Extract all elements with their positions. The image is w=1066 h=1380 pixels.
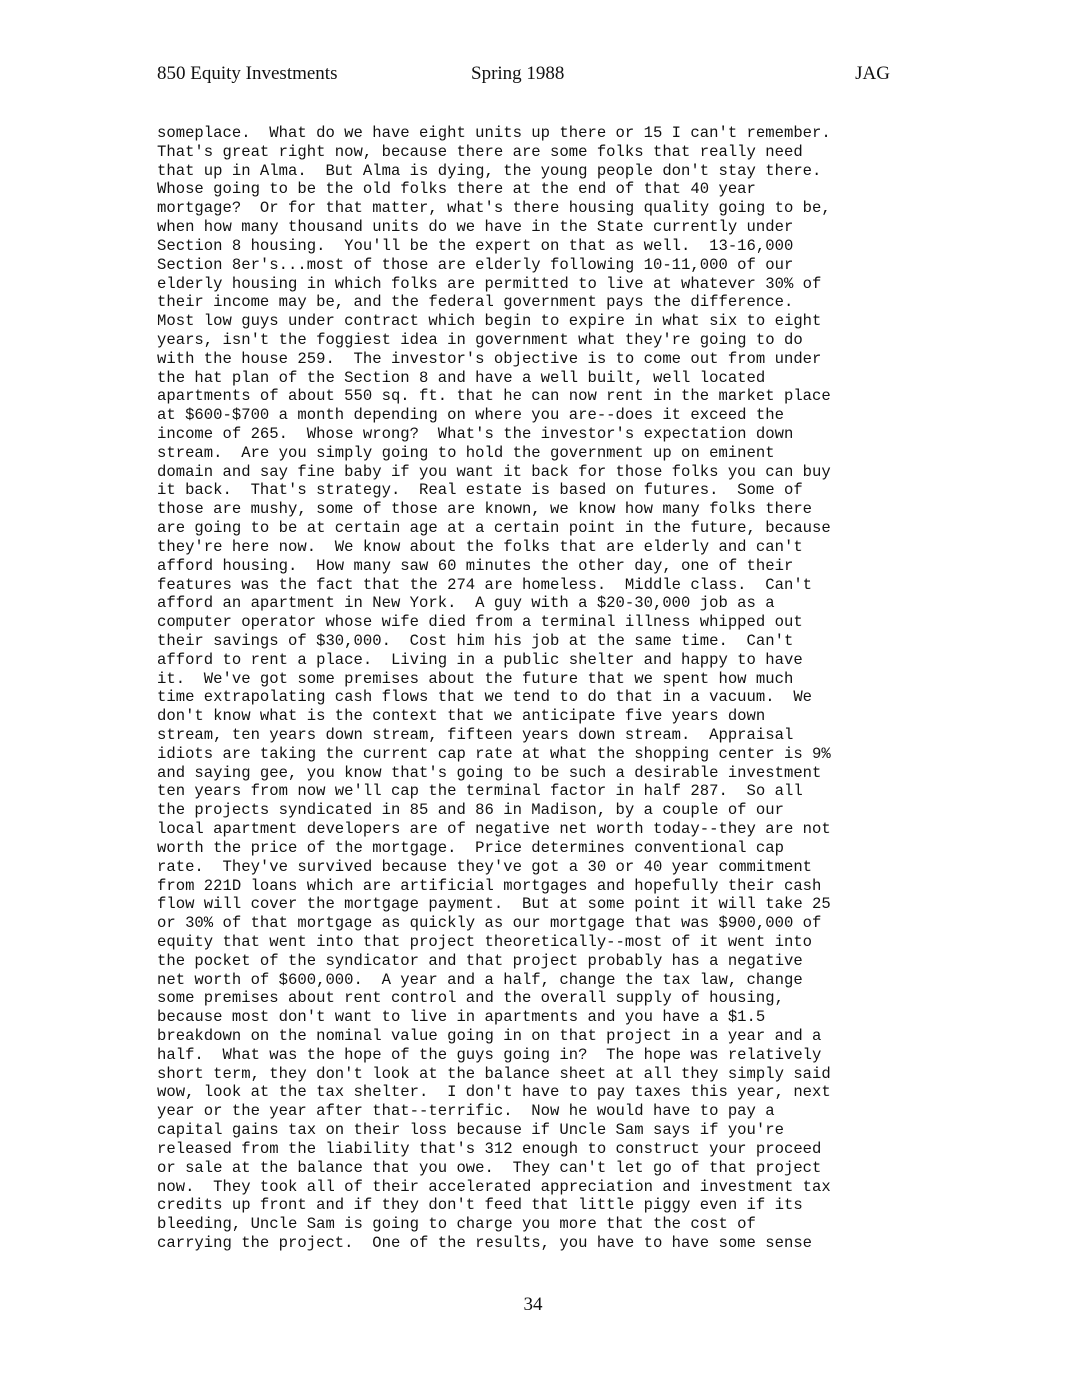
text-line: apartments of about 550 sq. ft. that he can now rent in the market place xyxy=(157,387,831,406)
text-line: it. We've got some premises about the future that we spent how much xyxy=(157,669,794,688)
text-line: stream, ten years down stream, fifteen years down stream. Appraisal xyxy=(157,726,794,744)
text-line: Section 8er's...most of those are elderly following 10-11,000 of our xyxy=(157,255,794,274)
text-line: Most low guys under contract which begin to expire in what six to eight xyxy=(157,312,822,331)
text-line: afford to rent a place. Living in a public shelter and happy to have xyxy=(157,650,803,669)
text-line: that up in Alma. But Alma is dying, the young people don't stay there. xyxy=(157,161,822,180)
text-line: released from the liability that's 312 enough to construct your proceed xyxy=(157,1139,822,1158)
text-line: credits up front and if they don't feed that little piggy even if its xyxy=(157,1196,803,1215)
text-line: wow, look at the tax shelter. I don't have to pay taxes this year, next xyxy=(157,1083,831,1102)
text-line: net worth of $600,000. A year and a half, change the tax law, change xyxy=(157,970,803,989)
header-course-title: 850 Equity Investments xyxy=(157,63,338,84)
text-line: capital gains tax on their loss because if Uncle Sam says if you're xyxy=(157,1121,784,1140)
text-line: or 30% of that mortgage as quickly as our mortgage that was $900,000 of xyxy=(157,914,822,933)
text-line: worth the price of the mortgage. Price determines conventional cap xyxy=(157,838,784,857)
text-line: are going to be at certain age at a certain point in the future, because xyxy=(157,519,831,538)
text-line: year or the year after that--terrific. Now he would have to pay a xyxy=(157,1102,775,1121)
text-line: idiots are taking the current cap rate at what the shopping center is 9% xyxy=(157,744,831,763)
text-line: afford housing. How many saw 60 minutes the other day, one of their xyxy=(157,556,794,575)
text-line: That's great right now, because there are some folks that really need xyxy=(157,142,803,161)
text-line: income of 265. Whose wrong? What's the investor's expectation down xyxy=(157,425,794,443)
text-line: features was the fact that the 274 are homeless. Middle class. Can't xyxy=(157,575,813,594)
text-line: local apartment developers are of negative net worth today--they are not xyxy=(157,820,831,839)
text-line: someplace. What do we have eight units up there or 15 I can't remember. xyxy=(157,124,831,142)
text-line: afford an apartment in New York. A guy with a $20-30,000 job as a xyxy=(157,594,775,613)
text-line: rate. They've survived because they've got a 30 or 40 year commitment xyxy=(157,857,813,876)
text-line: their income may be, and the federal government pays the difference. xyxy=(157,293,794,312)
text-line: time extrapolating cash flows that we tend to do that in a vacuum. We xyxy=(157,688,813,707)
text-line: half. What was the hope of the guys going in? The hope was relatively xyxy=(157,1045,822,1064)
header-term: Spring 1988 xyxy=(471,63,565,84)
text-line: don't know what is the context that we anticipate five years down xyxy=(157,707,766,726)
text-line: breakdown on the nominal value going in on that project in a year and a xyxy=(157,1027,822,1045)
text-line: when how many thousand units do we have in the State currently under xyxy=(157,218,794,237)
text-line: now. They took all of their accelerated appreciation and investment tax xyxy=(157,1177,831,1196)
page-header xyxy=(0,63,1066,91)
text-line: domain and say fine baby if you want it back for those folks you can buy xyxy=(157,462,831,481)
text-line: they're here now. We know about the folks that are elderly and can't xyxy=(157,537,803,556)
text-line: bleeding, Uncle Sam is going to charge you more that the cost of xyxy=(157,1215,756,1234)
text-line: it back. That's strategy. Real estate is based on futures. Some of xyxy=(157,481,803,500)
text-line: or sale at the balance that you owe. They can't let go of that project xyxy=(157,1158,822,1177)
text-line: some premises about rent control and the overall supply of housing, xyxy=(157,989,784,1008)
text-line: from 221D loans which are artificial mortgages and hopefully their cash xyxy=(157,876,822,895)
header-initials: JAG xyxy=(855,63,890,84)
text-line: elderly housing in which folks are permitted to live at whatever 30% of xyxy=(157,274,822,293)
text-line: carrying the project. One of the results, you have to have some sense xyxy=(157,1233,813,1252)
text-line: the projects syndicated in 85 and 86 in Madison, by a couple of our xyxy=(157,801,784,820)
text-line: stream. Are you simply going to hold the government up on eminent xyxy=(157,443,775,462)
text-line: the pocket of the syndicator and that project probably has a negative xyxy=(157,951,803,970)
text-line: the hat plan of the Section 8 and have a well built, well located xyxy=(157,368,766,387)
text-line: Whose going to be the old folks there at the end of that 40 year xyxy=(157,180,756,199)
text-line: years, isn't the foggiest idea in government what they're going to do xyxy=(157,330,803,349)
text-line: equity that went into that project theoretically--most of it went into xyxy=(157,932,813,951)
text-line: short term, they don't look at the balance sheet at all they simply said xyxy=(157,1064,831,1083)
text-line: those are mushy, some of those are known, we know how many folks there xyxy=(157,500,813,519)
text-line: at $600-$700 a month depending on where you are--does it exceed the xyxy=(157,406,784,425)
text-line: because most don't want to live in apartments and you have a $1.5 xyxy=(157,1008,766,1027)
text-line: flow will cover the mortgage payment. But at some point it will take 25 xyxy=(157,895,831,914)
text-line: their savings of $30,000. Cost him his job at the same time. Can't xyxy=(157,631,794,650)
text-line: mortgage? Or for that matter, what's there housing quality going to be, xyxy=(157,199,831,218)
text-line: and saying gee, you know that's going to be such a desirable investment xyxy=(157,763,822,782)
text-line: computer operator whose wife died from a terminal illness whipped out xyxy=(157,613,803,632)
page-number: 34 xyxy=(523,1294,543,1315)
transcript-body xyxy=(157,124,917,1253)
text-line: with the house 259. The investor's objective is to come out from under xyxy=(157,349,822,368)
text-line: Section 8 housing. You'll be the expert on that as well. 13-16,000 xyxy=(157,236,794,255)
text-line: ten years from now we'll cap the terminal factor in half 287. So all xyxy=(157,782,803,801)
